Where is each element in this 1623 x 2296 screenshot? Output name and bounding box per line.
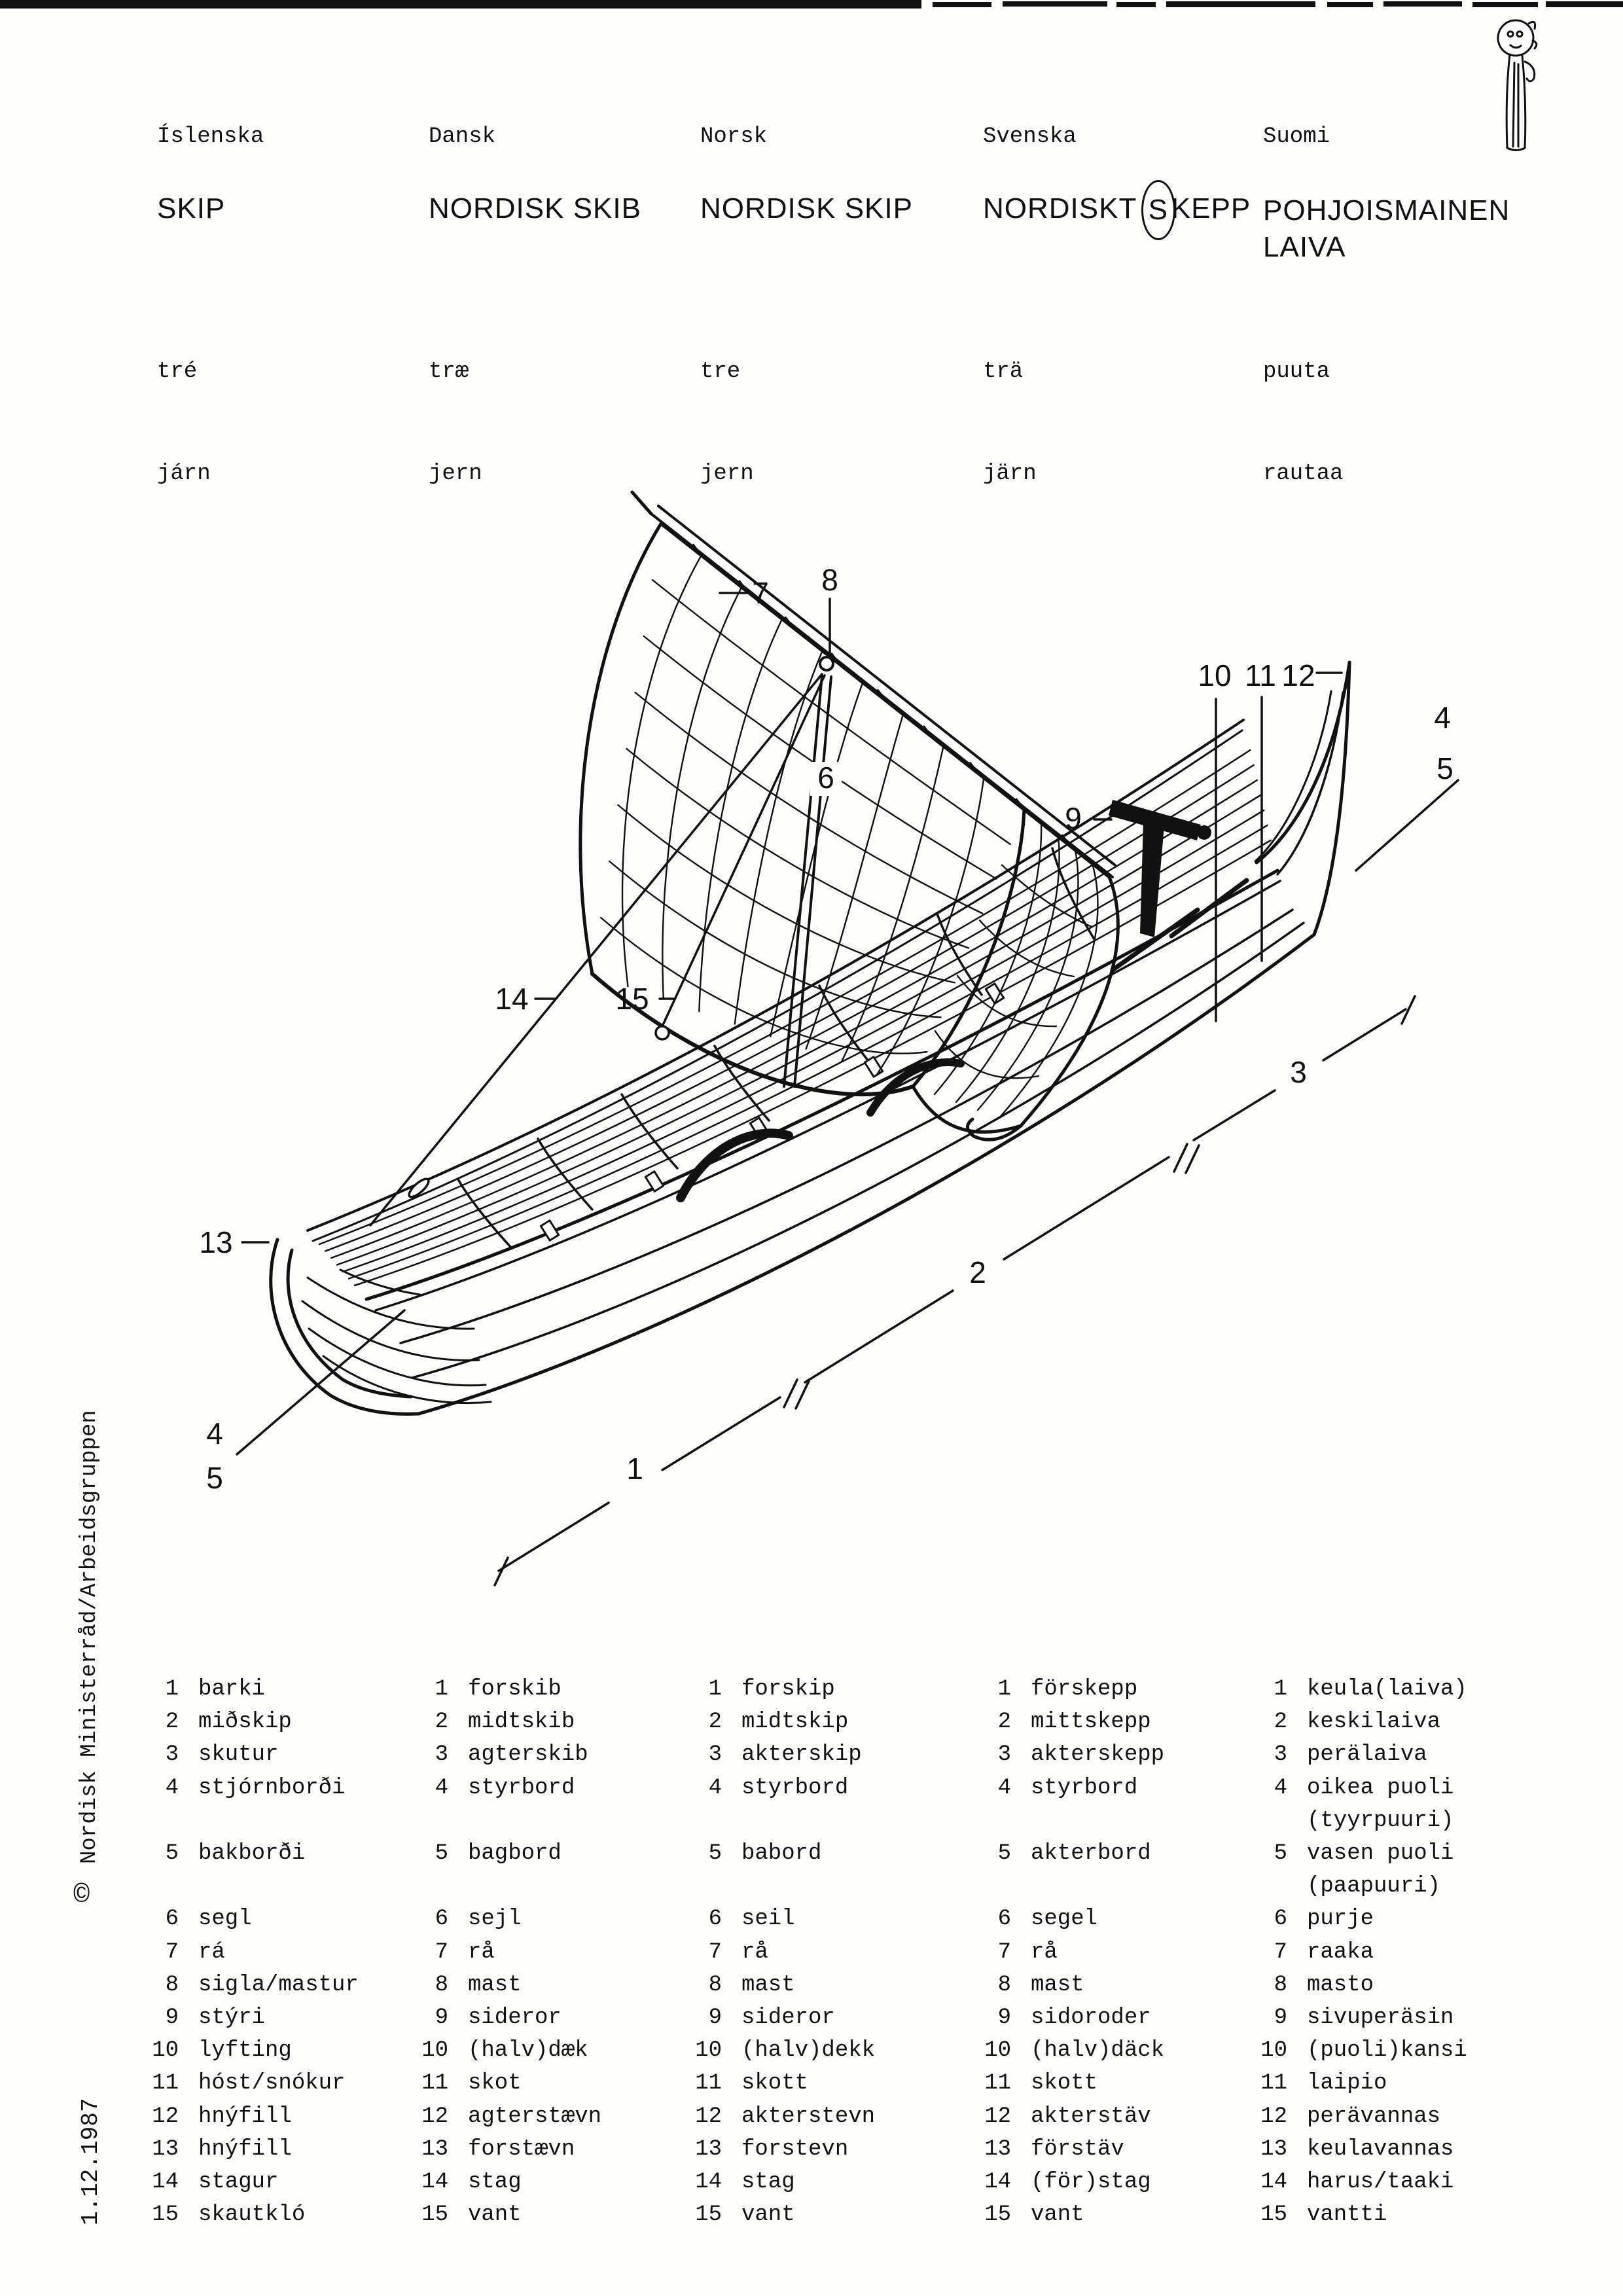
list-item-term: (halv)dekk: [741, 2038, 876, 2064]
list-item: [686, 2001, 987, 2034]
list-item-number: 11: [1260, 2071, 1287, 2096]
list-item-number: 12: [421, 2104, 448, 2129]
callout-10: 10: [1198, 658, 1232, 692]
callout-5-bow: 5: [206, 1461, 223, 1495]
list-item: [686, 1804, 987, 1837]
list-item-term: (för)stag: [1031, 2169, 1151, 2195]
list-item-number: 1: [997, 1677, 1011, 1702]
list-item-number: 5: [165, 1841, 179, 1867]
list-item-number: 15: [152, 2202, 179, 2228]
list-item-number: 8: [435, 1972, 448, 1998]
sail: [580, 524, 1118, 1139]
list-item-term: midtskib: [468, 1710, 575, 1735]
list-item-term: raaka: [1307, 1939, 1374, 1965]
list-item-number: 7: [997, 1939, 1011, 1965]
list-item: [412, 2100, 713, 2132]
list-item: [686, 2067, 987, 2100]
list-item-number: 13: [152, 2136, 179, 2162]
list-item: [1251, 2198, 1552, 2231]
word: træ: [429, 359, 469, 384]
list-item-number: 4: [997, 1775, 1011, 1801]
list-item-term: hnýfill: [198, 2136, 292, 2162]
vocab-column-svenska: [975, 1673, 1276, 2231]
list-item-number: 12: [984, 2104, 1011, 2129]
list-item: [1251, 1804, 1552, 1837]
list-item-number: 14: [695, 2169, 722, 2195]
list-item-number: 4: [1274, 1775, 1287, 1801]
callout-11: 11: [1245, 658, 1276, 692]
list-item: [412, 2133, 713, 2166]
list-item: [412, 2034, 713, 2067]
callout-9: 9: [1065, 801, 1082, 835]
list-item-number: 9: [997, 2005, 1011, 2030]
list-item-term: babord: [741, 1841, 822, 1867]
list-item-term: styrbord: [1031, 1775, 1138, 1801]
list-item-number: 9: [708, 2005, 722, 2030]
list-item-term: agterskib: [468, 1742, 588, 1768]
circled-letter: S: [1141, 180, 1175, 240]
list-item-term: hnýfill: [198, 2104, 292, 2129]
callout-2: 2: [969, 1255, 986, 1289]
list-item-term: vant: [1031, 2202, 1084, 2228]
list-item: [686, 2133, 987, 2166]
word: trä: [983, 359, 1024, 384]
vocab-column-dansk: [412, 1673, 713, 2231]
list-item-number: 6: [997, 1907, 1011, 1932]
callout-15: 15: [615, 982, 649, 1016]
list-item: [143, 1772, 444, 1804]
list-item-term: vasen puoli: [1307, 1841, 1454, 1867]
list-item-term: forskib: [468, 1677, 562, 1702]
list-item-number: 13: [984, 2136, 1011, 2162]
list-item-term: sivuperäsin: [1307, 2005, 1454, 2030]
list-item-number: 7: [1274, 1939, 1287, 1965]
list-item-number: 14: [1260, 2169, 1287, 2195]
list-item-term: miðskip: [198, 1710, 292, 1735]
list-item-term: masto: [1307, 1972, 1374, 1998]
list-item-number: 10: [152, 2038, 179, 2064]
list-item: [686, 1706, 987, 1738]
word: jern: [700, 461, 754, 486]
list-item-number: 9: [1274, 2005, 1287, 2030]
list-item-number: 2: [997, 1710, 1011, 1735]
list-item-number: 7: [708, 1939, 722, 1965]
list-item-number: 1: [165, 1677, 179, 1702]
list-item: [143, 1706, 444, 1738]
list-item-number: 5: [1274, 1841, 1287, 1867]
list-item: [1251, 2001, 1552, 2034]
list-item-number: 4: [435, 1775, 448, 1801]
list-item-number: 10: [695, 2038, 722, 2064]
callout-3: 3: [1290, 1055, 1307, 1089]
list-item-term: stagur: [198, 2169, 279, 2195]
vocab-column-norsk: [686, 1673, 987, 2231]
list-item: [412, 1969, 713, 2001]
list-item: [975, 2067, 1276, 2100]
word: tré: [157, 359, 198, 384]
list-item-number: 14: [984, 2169, 1011, 2195]
list-item-number: 4: [165, 1775, 179, 1801]
list-item-number: 6: [165, 1907, 179, 1932]
callout-5-stern: 5: [1436, 751, 1454, 785]
list-item-term: (halv)däck: [1031, 2038, 1165, 2064]
list-item-term: stag: [468, 2169, 522, 2195]
list-item-number: 2: [435, 1710, 448, 1735]
callout-1: 1: [626, 1452, 643, 1486]
language-label: Suomi: [1263, 124, 1330, 149]
list-item: [1251, 2034, 1552, 2067]
list-item-term: mast: [741, 1972, 795, 1998]
list-item: [686, 2166, 987, 2198]
list-item-term: forstævn: [468, 2136, 575, 2162]
title-part: KEPP: [1171, 192, 1251, 224]
list-item-term: skutur: [198, 1742, 279, 1768]
word: puuta: [1263, 359, 1330, 384]
date-text: 1.12.1987: [77, 2098, 104, 2225]
list-item-number: 14: [152, 2169, 179, 2195]
list-item-number: 15: [1260, 2202, 1287, 2228]
callout-6: 6: [817, 761, 834, 795]
list-item-number: 11: [152, 2071, 179, 2096]
list-item-number: 3: [435, 1742, 448, 1768]
list-item-number: 13: [421, 2136, 448, 2162]
list-item: [975, 1837, 1276, 1870]
list-item-number: 5: [997, 1841, 1011, 1867]
list-item: [143, 1804, 444, 1837]
list-item-term: sigla/mastur: [198, 1972, 359, 1998]
callout-14: 14: [495, 982, 529, 1016]
list-item-number: 10: [1260, 2038, 1287, 2064]
list-item: [686, 1673, 987, 1706]
list-item: [412, 1673, 713, 1706]
list-item-term: sidoroder: [1031, 2005, 1151, 2030]
list-item: [143, 2034, 444, 2067]
list-item: [143, 2166, 444, 2198]
vocab-column-suomi: [1251, 1673, 1552, 2231]
credit-text: Nordisk Ministerråd/Arbeidsgruppen: [77, 1410, 102, 1864]
list-item: [975, 2166, 1276, 2198]
list-item: [143, 2001, 444, 2034]
list-item-number: 3: [1274, 1742, 1287, 1768]
list-item-term: sideror: [741, 2005, 835, 2030]
list-item-number: 10: [421, 2038, 448, 2064]
list-item-number: 12: [152, 2104, 179, 2129]
list-item-term: laipio: [1307, 2071, 1387, 2096]
word: rautaa: [1263, 461, 1344, 486]
list-item: [1251, 1969, 1552, 2001]
list-item-term: vant: [741, 2202, 795, 2228]
list-item-term: keula(laiva): [1307, 1677, 1467, 1702]
callout-4-stern: 4: [1434, 700, 1451, 734]
list-item: [975, 1738, 1276, 1771]
list-item: [686, 1903, 987, 1935]
list-item: [686, 1936, 987, 1969]
list-item-number: 6: [435, 1907, 448, 1932]
list-item-number: 15: [984, 2202, 1011, 2228]
list-item-term: styrbord: [468, 1775, 575, 1801]
list-item: [686, 1738, 987, 1771]
title-part: NORDISKT: [983, 192, 1137, 224]
list-item-number: 15: [695, 2202, 722, 2228]
callout-13: 13: [199, 1225, 233, 1259]
vocab-column-islenska: [143, 1673, 444, 2231]
list-item-term: bagbord: [468, 1841, 562, 1867]
list-item-term: sejl: [468, 1907, 522, 1932]
list-item: [412, 1936, 713, 1969]
list-item: [1251, 1673, 1552, 1706]
list-item: [412, 1738, 713, 1771]
list-item-term: vantti: [1307, 2202, 1387, 2228]
list-item-number: 10: [984, 2038, 1011, 2064]
list-item-term: stýri: [198, 2005, 266, 2030]
list-item-number: 14: [421, 2169, 448, 2195]
list-item: [686, 1969, 987, 2001]
language-label: Svenska: [983, 124, 1077, 149]
callout-12: 12: [1281, 658, 1315, 692]
list-item-number: 12: [1260, 2104, 1287, 2129]
list-item-term: agterstævn: [468, 2104, 602, 2129]
list-item: [975, 2100, 1276, 2132]
list-item-term: rå: [741, 1939, 768, 1965]
list-item-number: 1: [1274, 1677, 1287, 1702]
list-item-term: akterstevn: [741, 2104, 876, 2129]
callout-7: 7: [752, 576, 769, 610]
list-item-term: skot: [468, 2071, 522, 2096]
list-item: [975, 2001, 1276, 2034]
list-item-number: 15: [421, 2202, 448, 2228]
word: jern: [429, 461, 482, 486]
list-item: [686, 2100, 987, 2132]
list-item: [143, 1738, 444, 1771]
list-item: [143, 2198, 444, 2231]
list-item-number: 8: [165, 1972, 179, 1998]
list-item-term: skautkló: [198, 2202, 306, 2228]
list-item: [975, 1870, 1276, 1903]
list-item: [412, 1804, 713, 1837]
list-item-term: mittskepp: [1031, 1710, 1151, 1735]
list-item: [1251, 1870, 1552, 1903]
list-item-number: 4: [708, 1775, 722, 1801]
list-item-term: rå: [1031, 1939, 1058, 1965]
list-item-number: 3: [708, 1742, 722, 1768]
shroud-eye: [656, 1026, 669, 1039]
list-item-term: midtskip: [741, 1710, 849, 1735]
list-item: [412, 1706, 713, 1738]
language-label: Norsk: [700, 124, 768, 149]
copyright-symbol: ©: [73, 1880, 90, 1911]
list-item: [143, 1903, 444, 1935]
list-item: [412, 1903, 713, 1935]
title-line: LAIVA: [1263, 231, 1346, 263]
list-item-term: skott: [1031, 2071, 1098, 2096]
list-item-term: mast: [468, 1972, 522, 1998]
column-title: [983, 192, 1251, 225]
list-item-term: (halv)dæk: [468, 2038, 588, 2064]
list-item: [975, 1804, 1276, 1837]
list-item-number: 13: [695, 2136, 722, 2162]
list-item-number: 5: [708, 1841, 722, 1867]
list-item: [1251, 1936, 1552, 1969]
list-item: [686, 1772, 987, 1804]
title-line: POHJOISMAINEN: [1263, 194, 1510, 226]
column-title: NORDISK SKIP: [700, 192, 913, 224]
list-item-term: seil: [741, 1907, 795, 1932]
list-item-term: forstevn: [741, 2136, 849, 2162]
list-item: [1251, 2100, 1552, 2132]
list-item-number: 11: [695, 2071, 722, 2096]
list-item: [975, 1969, 1276, 2001]
list-item: [412, 2001, 713, 2034]
list-item-term: purje: [1307, 1907, 1374, 1932]
list-item-term: akterskip: [741, 1742, 862, 1768]
list-item: [143, 2133, 444, 2166]
list-item: [412, 2067, 713, 2100]
list-item-number: 6: [708, 1907, 722, 1932]
list-item: [1251, 1837, 1552, 1870]
list-item-number: 3: [165, 1742, 179, 1768]
list-item: [1251, 2166, 1552, 2198]
word: tre: [700, 359, 741, 384]
list-item: [143, 1837, 444, 1870]
list-item-number: 1: [708, 1677, 722, 1702]
callout-4-bow: 4: [206, 1416, 223, 1450]
callout-labels: [199, 563, 1453, 1495]
language-label: Dansk: [429, 124, 496, 149]
list-item-term: styrbord: [741, 1775, 849, 1801]
list-item-term: perälaiva: [1307, 1742, 1427, 1768]
list-item: [686, 2034, 987, 2067]
callout-8: 8: [821, 563, 838, 597]
list-item-term: rå: [468, 1939, 495, 1965]
ship-diagram: [0, 419, 1623, 1604]
list-item-number: 2: [165, 1710, 179, 1735]
list-item-number: 2: [708, 1710, 722, 1735]
list-item: [1251, 2067, 1552, 2100]
list-item: [686, 2198, 987, 2231]
list-item-number: 9: [165, 2005, 179, 2030]
list-item-term: harus/taaki: [1307, 2169, 1454, 2195]
list-item: [975, 1673, 1276, 1706]
list-item-term: stag: [741, 2169, 795, 2195]
list-item-number: 11: [984, 2071, 1011, 2096]
list-item: [143, 2067, 444, 2100]
list-item: [975, 1772, 1276, 1804]
list-item-term: akterskepp: [1031, 1742, 1165, 1768]
list-item-number: 1: [435, 1677, 448, 1702]
list-item-term: mast: [1031, 1972, 1084, 1998]
list-item: [1251, 1738, 1552, 1771]
list-item-number: 13: [1260, 2136, 1287, 2162]
list-item-term: oikea puoli: [1307, 1775, 1454, 1801]
list-item-term: skott: [741, 2071, 809, 2096]
list-item: [975, 1706, 1276, 1738]
list-item: [1251, 1903, 1552, 1935]
list-item: [686, 1870, 987, 1903]
floor-planks: [319, 750, 1271, 1285]
list-item: [975, 1936, 1276, 1969]
list-item: [686, 1837, 987, 1870]
language-label: Íslenska: [157, 124, 264, 149]
list-item-term: forskip: [741, 1677, 835, 1702]
frames-ribs: [458, 848, 1094, 1247]
list-item-term: bakborði: [198, 1841, 306, 1867]
word: járn: [157, 461, 211, 486]
list-item: [412, 1870, 713, 1903]
list-item-term: barki: [198, 1677, 266, 1702]
list-item-number: 3: [997, 1742, 1011, 1768]
list-item-term: hóst/snókur: [198, 2071, 346, 2096]
list-item-term: sideror: [468, 2005, 562, 2030]
list-item: [1251, 2133, 1552, 2166]
word: järn: [983, 461, 1037, 486]
list-item-term: (tyyrpuuri): [1307, 1808, 1454, 1833]
list-item-number: 5: [435, 1841, 448, 1867]
list-item-term: akterstäv: [1031, 2104, 1151, 2129]
doodle-figure: [1480, 9, 1565, 170]
list-item: [412, 1772, 713, 1804]
list-item: [143, 1936, 444, 1969]
list-item-term: akterbord: [1031, 1841, 1151, 1867]
shroud-line: [662, 675, 825, 1026]
column-title: SKIP: [157, 192, 226, 224]
column-title: NORDISK SKIB: [429, 192, 641, 224]
list-item: [412, 2198, 713, 2231]
list-item: [975, 2034, 1276, 2067]
list-item-term: keulavannas: [1307, 2136, 1454, 2162]
scan-artifact-band: [0, 0, 1623, 14]
list-item-number: 8: [997, 1972, 1011, 1998]
list-item-term: (puoli)kansi: [1307, 2038, 1467, 2064]
list-item-term: vant: [468, 2202, 522, 2228]
list-item-term: rá: [198, 1939, 225, 1965]
list-item-number: 2: [1274, 1710, 1287, 1735]
list-item: [975, 2133, 1276, 2166]
list-item: [143, 1969, 444, 2001]
list-item-term: perävannas: [1307, 2104, 1441, 2129]
list-item: [412, 1837, 713, 1870]
list-item-number: 8: [1274, 1972, 1287, 1998]
list-item: [975, 2198, 1276, 2231]
list-item-term: förskepp: [1031, 1677, 1138, 1702]
list-item-number: 7: [165, 1939, 179, 1965]
list-item-term: segel: [1031, 1907, 1098, 1932]
dimension-lines: [495, 996, 1415, 1585]
list-item-number: 7: [435, 1939, 448, 1965]
list-item: [1251, 1706, 1552, 1738]
list-item-term: förstäv: [1031, 2136, 1124, 2162]
list-item: [975, 1903, 1276, 1935]
list-item: [412, 2166, 713, 2198]
list-item: [143, 1673, 444, 1706]
list-item: [143, 1870, 444, 1903]
list-item-term: keskilaiva: [1307, 1710, 1441, 1735]
list-item-number: 11: [421, 2071, 448, 2096]
list-item-number: 9: [435, 2005, 448, 2030]
column-title: [1263, 192, 1510, 266]
list-item-term: (paapuuri): [1307, 1874, 1441, 1899]
list-item-number: 6: [1274, 1907, 1287, 1932]
list-item-term: lyfting: [198, 2038, 292, 2064]
list-item: [143, 2100, 444, 2132]
list-item: [1251, 1772, 1552, 1804]
list-item-number: 8: [708, 1972, 722, 1998]
list-item-term: stjórnborði: [198, 1775, 346, 1801]
list-item-term: segl: [198, 1907, 252, 1932]
list-item-number: 12: [695, 2104, 722, 2129]
